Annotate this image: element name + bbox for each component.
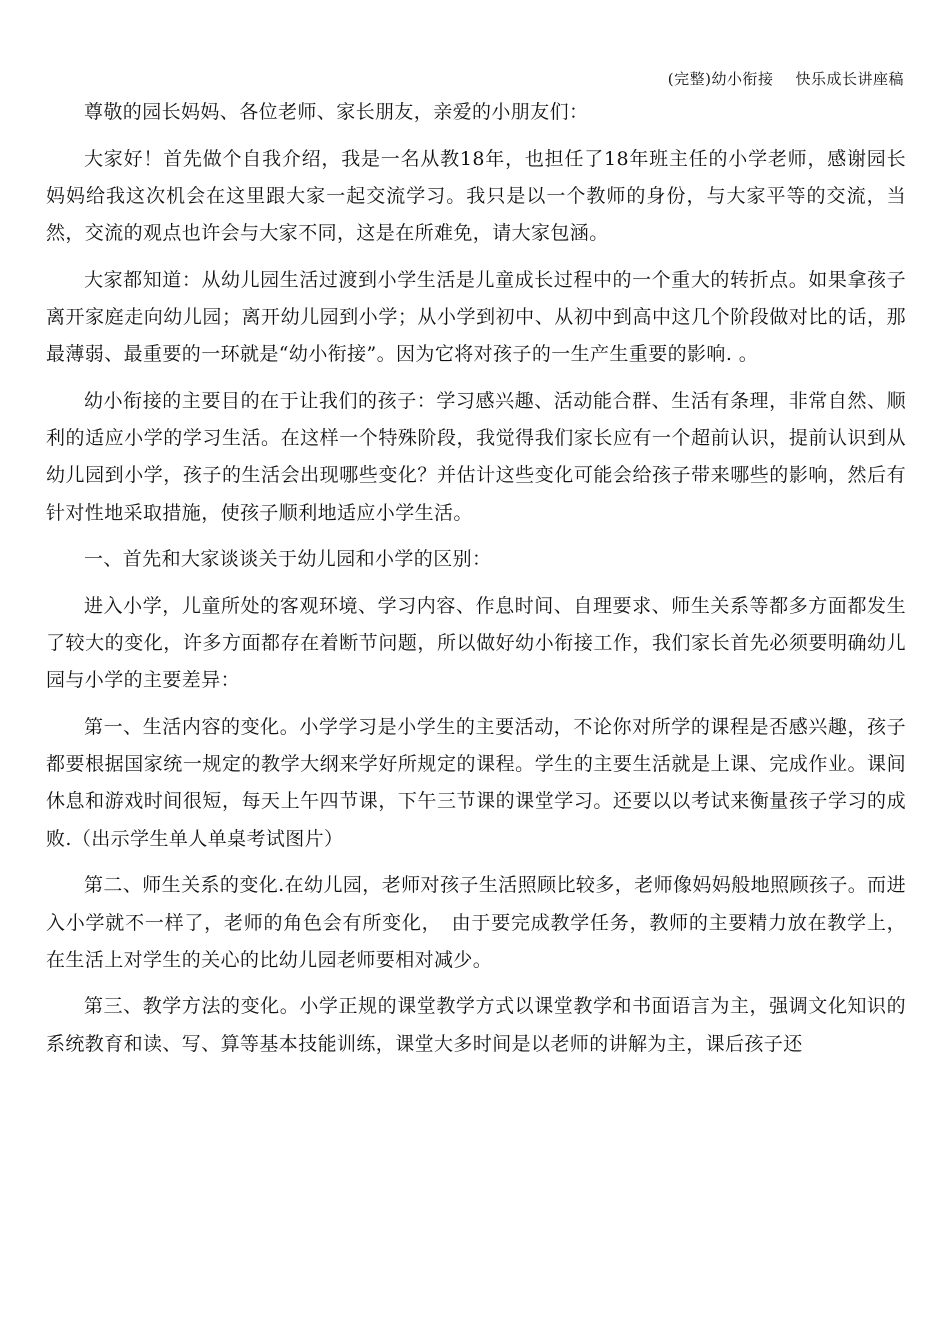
- header-doc-title: (完整)幼小衔接: [667, 70, 774, 88]
- section-heading-one: 一、首先和大家谈谈关于幼儿园和小学的区别：: [84, 548, 492, 571]
- paragraph-third-change: 第三、教学方法的变化。小学正规的课堂教学方式以课堂教学和书面语言为主，强调文化知识的系统教育和读、写、算等基本技能训练，课堂大多时间是以老师的讲解为主，课后孩子还: [46, 995, 906, 1055]
- paragraph-second-change: 第二、师生关系的变化.在幼儿园，老师对孩子生活照顾比较多，老师像妈妈般地照顾孩子。而进入小学就不一样了，老师的角色会有所变化， 由于要完成教学任务，教师的主要精力放在教学上，在生活上对学生的关心的比幼儿园老师要相对减少。: [46, 874, 906, 971]
- paragraph-transition: 大家都知道：从幼儿园生活过渡到小学生活是儿童成长过程中的一个重大的转折点。如果拿孩子离开家庭走向幼儿园；离开幼儿园到小学；从小学到初中、从初中到高中这几个阶段做对比的话，那最薄弱、最重要的一环就是“幼小衔接”。因为它将对孩子的一生产生重要的影响. 。: [46, 268, 906, 366]
- paragraph-purpose: 幼小衔接的主要目的在于让我们的孩子：学习感兴趣、活动能合群、生活有条理，非常自然、顺利的适应小学的学习生活。在这样一个特殊阶段，我觉得我们家长应有一个超前认识，提前认识到从幼儿园到小学，孩子的生活会出现哪些变化？并估计这些变化可能会给孩子带来哪些的影响，然后有针对性地采取措施，使孩子顺利地适应小学生活。: [46, 389, 906, 524]
- paragraph-greeting: 尊敬的园长妈妈、各位老师、家长朋友，亲爱的小朋友们：: [84, 101, 589, 123]
- document-body: [46, 94, 906, 1072]
- paragraph-differences: 进入小学，儿童所处的客观环境、学习内容、作息时间、自理要求、师生关系等都多方面都发生了较大的变化，许多方面都存在着断节问题，所以做好幼小衔接工作，我们家长首先必须要明确幼儿园与小学的主要差异：: [46, 594, 906, 692]
- header-doc-subtitle: 快乐成长讲座稿: [795, 70, 904, 88]
- paragraph-first-change: 第一、生活内容的变化。小学学习是小学生的主要活动，不论你对所学的课程是否感兴趣，孩子都要根据国家统一规定的教学大纲来学好所规定的课程。学生的主要生活就是上课、完成作业。课间休息和游戏时间很短，每天上午四节课，下午三节课的课堂学习。还要以以考试来衡量孩子学习的成败.（出示学生单人单桌考试图片）: [46, 716, 906, 850]
- page-header: [668, 68, 904, 89]
- paragraph-introduction: 大家好！首先做个自我介绍，我是一名从教18年，也担任了18年班主任的小学老师，感谢园长妈妈给我这次机会在这里跟大家一起交流学习。我只是以一个教师的身份，与大家平等的交流，当然，交流的观点也许会与大家不同，这是在所难免，请大家包涵。: [46, 147, 906, 245]
